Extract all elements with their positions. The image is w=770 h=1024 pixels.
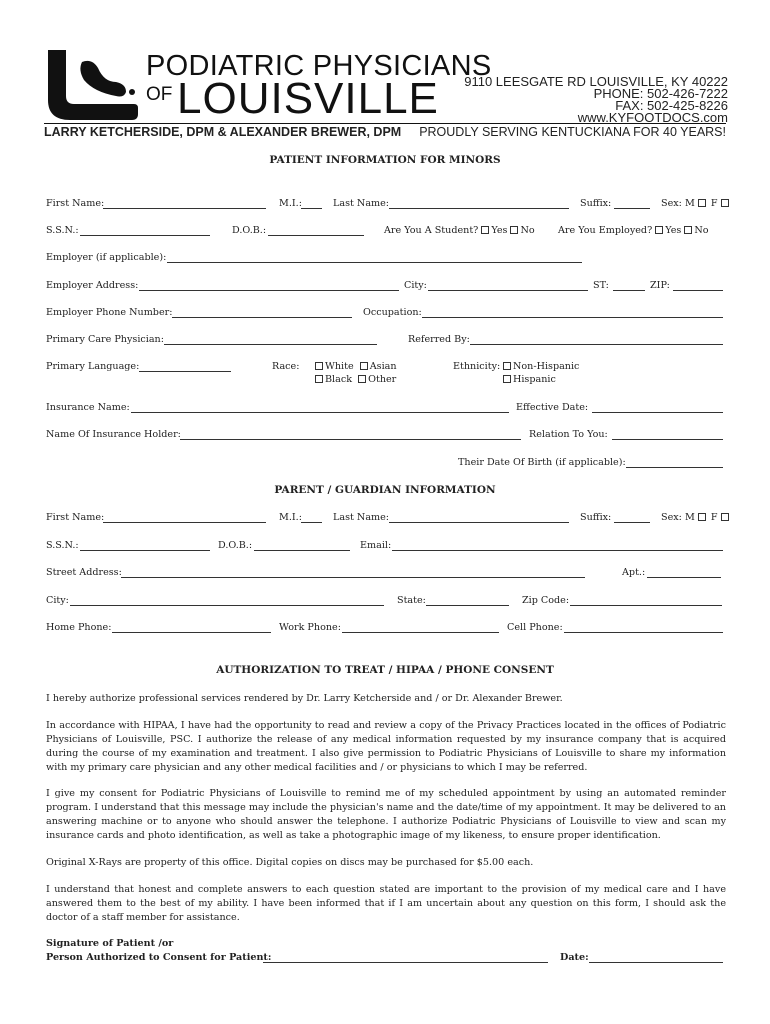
guardian-section-title: PARENT / GUARDIAN INFORMATION: [274, 484, 496, 496]
patient-st-field[interactable]: [613, 290, 645, 291]
patient-relation-field[interactable]: [612, 439, 723, 440]
guardian-apt-field[interactable]: [647, 577, 721, 578]
guardian-sex-label: Sex: M: [661, 512, 695, 523]
patient-sex-m-checkbox[interactable]: [698, 199, 706, 207]
patient-zip-label: ZIP:: [650, 280, 670, 291]
patient-sex-label: Sex: M: [661, 198, 695, 209]
patient-their-dob-field[interactable]: [626, 467, 723, 468]
patient-holder-field[interactable]: [180, 439, 521, 440]
race-asian-checkbox[interactable]: [360, 362, 368, 370]
guardian-email-label: Email:: [360, 540, 392, 551]
patient-language-field[interactable]: [139, 371, 231, 372]
auth-paragraph-4: Original X-Rays are property of this office. Digital copies on discs may be purchased for $5.00 each.: [46, 857, 534, 868]
patient-first-name-field[interactable]: [103, 208, 266, 209]
guardian-cell-phone-label: Cell Phone:: [507, 622, 563, 633]
guardian-ssn-label: S.S.N.:: [46, 540, 79, 551]
patient-zip-field[interactable]: [673, 290, 723, 291]
brand-name-line1: PODIATRIC PHYSICIANS: [146, 50, 492, 82]
patient-effective-date-label: Effective Date:: [516, 402, 589, 413]
signature-field[interactable]: [263, 962, 548, 963]
guardian-city-field[interactable]: [70, 605, 384, 606]
guardian-sex-f-label: F: [710, 512, 718, 523]
guardian-suffix-field[interactable]: [614, 522, 650, 523]
guardian-first-name-label: First Name:: [46, 512, 105, 523]
patient-student-no-label: No: [520, 225, 535, 236]
race-white-label: White: [325, 361, 354, 372]
patient-employed-yes-label: Yes: [665, 225, 682, 236]
patient-ssn-label: S.S.N.:: [46, 225, 79, 236]
race-other-label: Other: [368, 374, 397, 385]
guardian-last-name-label: Last Name:: [333, 512, 390, 523]
guardian-city-label: City:: [46, 595, 69, 606]
tagline: PROUDLY SERVING KENTUCKIANA FOR 40 YEARS!: [419, 125, 726, 139]
doctors-line: LARRY KETCHERSIDE, DPM & ALEXANDER BREWER, DPM: [44, 125, 402, 139]
guardian-state-label: State:: [397, 595, 426, 606]
patient-employed-label: Are You Employed?: [558, 225, 653, 236]
guardian-first-name-field[interactable]: [103, 522, 266, 523]
guardian-home-phone-field[interactable]: [112, 632, 271, 633]
guardian-zip-field[interactable]: [570, 605, 722, 606]
race-asian-label: Asian: [369, 361, 397, 372]
guardian-zip-label: Zip Code:: [522, 595, 570, 606]
patient-employer-phone-field[interactable]: [172, 317, 352, 318]
guardian-dob-field[interactable]: [254, 550, 350, 551]
patient-suffix-label: Suffix:: [580, 198, 612, 209]
guardian-cell-phone-field[interactable]: [564, 632, 723, 633]
guardian-state-field[interactable]: [426, 605, 509, 606]
patient-employed: [558, 225, 709, 236]
ethnicity-hispanic-checkbox[interactable]: [503, 375, 511, 383]
patient-employer-address-field[interactable]: [139, 290, 399, 291]
guardian-mi-label: M.I.:: [279, 512, 302, 523]
guardian-work-phone-field[interactable]: [342, 632, 499, 633]
guardian-suffix-label: Suffix:: [580, 512, 612, 523]
clinic-address: 9110 LEESGATE RD LOUISVILLE, KY 40222: [464, 74, 728, 89]
patient-sex-f-checkbox[interactable]: [721, 199, 729, 207]
guardian-apt-label: Apt.:: [622, 567, 646, 578]
patient-student: [384, 225, 535, 236]
patient-mi-label: M.I.:: [279, 198, 302, 209]
clinic-website: www.KYFOOTDOCS.com: [577, 110, 728, 125]
patient-last-name-field[interactable]: [389, 208, 569, 209]
auth-paragraph-5: I understand that honest and complete answers to each question stated are important to the provision of my medical care and I have answered them to the best of my ability. I have been informed that if I am uncertain about any question on this form, I should ask the doctor of a staff member for assistance.: [46, 884, 726, 923]
auth-paragraph-2: In accordance with HIPAA, I have had the opportunity to read and review a copy of the Privacy Practices located in the offices of Podiatric Physicians of Louisville, PSC. I authorize the release of any medical information requested by my insurance company that is acquired during the course of my examination and treatment. I also give permission to Podiatric Physicians of Louisville to share my information with my primary care physician and any other medical facilities and / or physicians to which I may be referred.: [46, 720, 726, 773]
auth-section-title: AUTHORIZATION TO TREAT / HIPAA / PHONE CONSENT: [216, 664, 554, 676]
auth-paragraph-3: I give my consent for Podiatric Physicians of Louisville to remind me of my scheduled appointment by using an automated reminder program. I understand that this message may include the physician's name and the date/time of my appointment. It may be delivered to an answering machine or to anyone who should answer the telephone. I authorize Podiatric Physicians of Louisville to view and scan my insurance cards and photo identification, as well as take a photographic image of my likeness, to ensure proper identification.: [46, 788, 726, 841]
patient-dob-label: D.O.B.:: [232, 225, 267, 236]
race-black-label: Black: [325, 374, 353, 385]
patient-student-yes-checkbox[interactable]: [481, 226, 489, 234]
ethnicity-non-hispanic-checkbox[interactable]: [503, 362, 511, 370]
guardian-dob-label: D.O.B.:: [218, 540, 253, 551]
guardian-sex-m-checkbox[interactable]: [698, 513, 706, 521]
brand-name-line2: LOUISVILLE: [177, 74, 439, 123]
patient-student-yes-label: Yes: [491, 225, 508, 236]
brand-name-of: OF: [146, 84, 173, 105]
signature-date-field[interactable]: [589, 962, 723, 963]
signature-label-line1: Signature of Patient /or: [46, 938, 174, 949]
guardian-work-phone-label: Work Phone:: [279, 622, 341, 633]
patient-section-title: PATIENT INFORMATION FOR MINORS: [269, 154, 501, 166]
patient-sex-f-label: F: [710, 198, 718, 209]
guardian-sex: [661, 512, 731, 523]
patient-pcp-label: Primary Care Physician:: [46, 334, 164, 345]
patient-ethnicity-label: Ethnicity:: [453, 361, 501, 372]
guardian-ssn-field[interactable]: [80, 550, 210, 551]
guardian-mi-field[interactable]: [301, 522, 322, 523]
patient-ethnicity-row2: [500, 374, 556, 385]
guardian-home-phone-label: Home Phone:: [46, 622, 112, 633]
patient-sex: [661, 198, 731, 209]
signature-label-line2: Person Authorized to Consent for Patient:: [46, 952, 272, 963]
patient-mi-field[interactable]: [301, 208, 322, 209]
patient-effective-date-field[interactable]: [592, 412, 723, 413]
race-white-checkbox[interactable]: [315, 362, 323, 370]
patient-employer-address-label: Employer Address:: [46, 280, 139, 291]
patient-ethnicity-row1: [500, 361, 579, 372]
header-rule: [44, 123, 726, 124]
patient-employer-phone-label: Employer Phone Number:: [46, 307, 173, 318]
patient-ssn-field[interactable]: [80, 235, 210, 236]
patient-suffix-field[interactable]: [614, 208, 650, 209]
patient-employer-label: Employer (if applicable):: [46, 252, 167, 263]
guardian-street-field[interactable]: [121, 577, 585, 578]
patient-student-label: Are You A Student?: [384, 225, 479, 236]
patient-st-label: ST:: [593, 280, 609, 291]
patient-last-name-label: Last Name:: [333, 198, 390, 209]
patient-occupation-label: Occupation:: [363, 307, 422, 318]
patient-occupation-field[interactable]: [422, 317, 723, 318]
patient-holder-label: Name Of Insurance Holder:: [46, 429, 181, 440]
patient-pcp-field[interactable]: [164, 344, 377, 345]
ethnicity-hispanic-label: Hispanic: [513, 374, 556, 385]
auth-paragraph-1: I hereby authorize professional services rendered by Dr. Larry Ketcherside and / or Dr. Alexander Brewer.: [46, 693, 563, 704]
patient-city-label: City:: [404, 280, 427, 291]
patient-employer-field[interactable]: [167, 262, 582, 263]
signature-date-label: Date:: [560, 952, 589, 963]
clinic-phone: PHONE: 502-426-7222: [593, 86, 728, 101]
patient-referred-field[interactable]: [470, 344, 723, 345]
patient-insurance-name-field[interactable]: [131, 412, 509, 413]
guardian-last-name-field[interactable]: [389, 522, 569, 523]
patient-employed-no-label: No: [694, 225, 709, 236]
patient-insurance-name-label: Insurance Name:: [46, 402, 130, 413]
patient-race-row1: [312, 361, 397, 372]
patient-language-label: Primary Language:: [46, 361, 140, 372]
guardian-email-field[interactable]: [392, 550, 723, 551]
patient-student-no-checkbox[interactable]: [510, 226, 518, 234]
ethnicity-non-hispanic-label: Non-Hispanic: [513, 361, 580, 372]
patient-their-dob-label: Their Date Of Birth (if applicable):: [458, 457, 626, 468]
race-black-checkbox[interactable]: [315, 375, 323, 383]
patient-dob-field[interactable]: [268, 235, 364, 236]
foot-logo-icon: [44, 46, 140, 122]
clinic-fax: FAX: 502-425-8226: [615, 98, 728, 113]
race-other-checkbox[interactable]: [358, 375, 366, 383]
patient-race-row2: [312, 374, 396, 385]
patient-employed-no-checkbox[interactable]: [684, 226, 692, 234]
patient-race-label: Race:: [272, 361, 300, 372]
patient-first-name-label: First Name:: [46, 198, 105, 209]
guardian-street-label: Street Address:: [46, 567, 122, 578]
patient-city-field[interactable]: [428, 290, 588, 291]
patient-employed-yes-checkbox[interactable]: [655, 226, 663, 234]
patient-referred-label: Referred By:: [408, 334, 470, 345]
guardian-sex-f-checkbox[interactable]: [721, 513, 729, 521]
patient-relation-label: Relation To You:: [529, 429, 608, 440]
